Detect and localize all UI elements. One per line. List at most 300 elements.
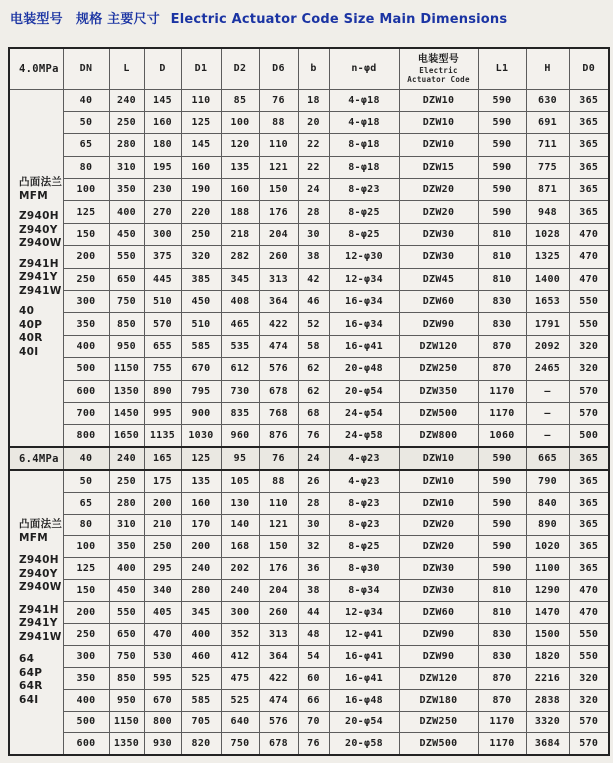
cell-l: 280 [109,492,144,514]
cell-actuator-code: DZW90 [399,623,478,645]
cell-b: 54 [298,645,329,667]
cell-b: 44 [298,602,329,624]
cell-b: 32 [298,536,329,558]
cell-d0: 550 [569,645,609,667]
cell-n-phi-d: 12-φ41 [329,623,399,645]
table-row [9,335,609,357]
cell-dn: 80 [63,514,109,536]
cell-d2: 105 [221,470,259,492]
cell-dn: 65 [63,134,109,156]
table-row [9,645,609,667]
cell-d1: 320 [181,246,221,268]
cell-l: 450 [109,580,144,602]
table-row [9,470,609,492]
cell-d2: 140 [221,514,259,536]
cell-h: 1500 [526,623,569,645]
cell-d0: 550 [569,313,609,335]
category-sidebar [9,89,63,447]
cell-b: 42 [298,268,329,290]
cell-l1: 1170 [478,733,526,755]
cell-d0: 570 [569,402,609,424]
side-label: MFM [19,531,48,544]
cell-dn: 400 [63,335,109,357]
cell-l1: 590 [478,447,526,470]
cell-actuator-code: DZW350 [399,380,478,402]
cell-d1: 135 [181,470,221,492]
cell-h: 711 [526,134,569,156]
cell-d: 175 [144,470,181,492]
cell-d6: 364 [259,645,298,667]
cell-n-phi-d: 8-φ25 [329,536,399,558]
cell-d6: 88 [259,470,298,492]
side-label: Z940W [19,581,62,594]
table-row [9,89,609,111]
cell-b: 24 [298,179,329,201]
cell-d0: 320 [569,689,609,711]
cell-l: 950 [109,689,144,711]
cell-d: 670 [144,689,181,711]
cell-d0: 320 [569,358,609,380]
cell-d: 405 [144,602,181,624]
cell-l1: 810 [478,580,526,602]
cell-l: 280 [109,134,144,156]
cell-l: 250 [109,470,144,492]
cell-d6: 121 [259,156,298,178]
cell-dn: 350 [63,667,109,689]
header-actuator-code-zh: 电装型号 [417,53,460,65]
side-label-group [19,305,63,359]
cell-l1: 590 [478,156,526,178]
side-label: Z940W [19,237,62,250]
cell-d1: 345 [181,602,221,624]
cell-actuator-code: DZW90 [399,313,478,335]
cell-dn: 600 [63,733,109,755]
cell-actuator-code: DZW20 [399,179,478,201]
page-title [10,8,507,27]
cell-b: 22 [298,156,329,178]
cell-l: 450 [109,223,144,245]
cell-dn: 800 [63,425,109,447]
cell-h: 1028 [526,223,569,245]
cell-d0: 470 [569,268,609,290]
cell-b: 70 [298,711,329,733]
header-dn: DN [63,48,109,89]
table-row [9,179,609,201]
cell-l: 650 [109,268,144,290]
cell-d2: 352 [221,623,259,645]
cell-d1: 190 [181,179,221,201]
table-row [9,402,609,424]
cell-d1: 525 [181,667,221,689]
cell-b: 38 [298,580,329,602]
cell-actuator-code: DZW120 [399,667,478,689]
cell-l1: 1170 [478,380,526,402]
cell-dn: 50 [63,111,109,133]
cell-l: 850 [109,667,144,689]
cell-d: 570 [144,313,181,335]
cell-d1: 400 [181,623,221,645]
cell-h: 665 [526,447,569,470]
cell-d6: 260 [259,602,298,624]
cell-dn: 300 [63,645,109,667]
table-row [9,580,609,602]
cell-d1: 240 [181,558,221,580]
table-row [9,201,609,223]
side-label-group [19,604,63,645]
cell-d6: 474 [259,689,298,711]
cell-actuator-code: DZW500 [399,402,478,424]
cell-h: 2465 [526,358,569,380]
cell-actuator-code: DZW30 [399,246,478,268]
header-actuator-code-en1: Electric [419,65,458,75]
cell-b: 46 [298,291,329,313]
cell-d0: 365 [569,514,609,536]
cell-n-phi-d: 8-φ18 [329,134,399,156]
cell-b: 76 [298,733,329,755]
cell-d0: 320 [569,667,609,689]
cell-dn: 100 [63,536,109,558]
table-row [9,358,609,380]
cell-l: 1450 [109,402,144,424]
cell-l1: 810 [478,246,526,268]
cell-h: 840 [526,492,569,514]
cell-l1: 1170 [478,402,526,424]
cell-d0: 365 [569,558,609,580]
cell-b: 38 [298,246,329,268]
cell-h: 1820 [526,645,569,667]
cell-d6: 576 [259,711,298,733]
cell-n-phi-d: 8-φ25 [329,201,399,223]
cell-actuator-code: DZW60 [399,602,478,624]
cell-d0: 365 [569,447,609,470]
cell-d: 375 [144,246,181,268]
cell-dn: 250 [63,623,109,645]
header-d0: D0 [569,48,609,89]
cell-b: 30 [298,223,329,245]
cell-h: – [526,402,569,424]
cell-h: 1020 [526,536,569,558]
cell-b: 36 [298,558,329,580]
side-label: Z941H [19,257,59,270]
cell-d0: 470 [569,580,609,602]
cell-d0: 470 [569,246,609,268]
cell-l1: 590 [478,201,526,223]
cell-d0: 365 [569,536,609,558]
cell-d: 295 [144,558,181,580]
cell-l: 400 [109,201,144,223]
table-row [9,246,609,268]
side-label: 64P [19,666,43,679]
cell-l1: 590 [478,492,526,514]
cell-n-phi-d: 24-φ54 [329,402,399,424]
cell-n-phi-d: 4-φ18 [329,111,399,133]
cell-d1: 280 [181,580,221,602]
cell-dn: 250 [63,268,109,290]
side-label: Z940Y [19,567,58,580]
cell-actuator-code: DZW10 [399,447,478,470]
cell-d0: 470 [569,602,609,624]
cell-l: 310 [109,156,144,178]
pressure-label: 6.4MPa [9,447,63,470]
side-label: 40R [19,332,43,345]
cell-n-phi-d: 8-φ34 [329,580,399,602]
cell-d0: 550 [569,623,609,645]
side-label: Z940H [19,210,59,223]
cell-d2: 160 [221,179,259,201]
cell-dn: 200 [63,246,109,268]
header-d6: D6 [259,48,298,89]
header-d: D [144,48,181,89]
cell-d: 200 [144,492,181,514]
cell-d: 230 [144,179,181,201]
cell-h: 2092 [526,335,569,357]
cell-h: 890 [526,514,569,536]
cell-actuator-code: DZW800 [399,425,478,447]
cell-dn: 400 [63,689,109,711]
cell-d2: 730 [221,380,259,402]
table-row [9,268,609,290]
cell-d6: 313 [259,268,298,290]
cell-l: 240 [109,89,144,111]
cell-l1: 870 [478,358,526,380]
side-label: 40P [19,318,43,331]
cell-d1: 160 [181,492,221,514]
cell-l1: 870 [478,335,526,357]
side-label: Z941W [19,284,62,297]
side-label: Z941Y [19,271,58,284]
cell-l1: 590 [478,470,526,492]
cell-d0: 365 [569,179,609,201]
cell-n-phi-d: 4-φ18 [329,89,399,111]
cell-d6: 678 [259,733,298,755]
cell-d2: 465 [221,313,259,335]
cell-l: 240 [109,447,144,470]
cell-d1: 820 [181,733,221,755]
cell-d0: 365 [569,492,609,514]
cell-d1: 670 [181,358,221,380]
cell-n-phi-d: 16-φ48 [329,689,399,711]
side-label: 40 [19,305,35,318]
cell-d: 470 [144,623,181,645]
cell-dn: 500 [63,711,109,733]
spec-table [8,47,610,756]
side-label: Z941W [19,630,62,643]
table-row [9,602,609,624]
cell-n-phi-d: 8-φ23 [329,514,399,536]
cell-d0: 365 [569,156,609,178]
cell-b: 48 [298,623,329,645]
cell-d0: 570 [569,733,609,755]
cell-d6: 422 [259,313,298,335]
cell-actuator-code: DZW10 [399,470,478,492]
cell-d0: 550 [569,291,609,313]
cell-l1: 870 [478,667,526,689]
cell-actuator-code: DZW10 [399,134,478,156]
cell-h: 630 [526,89,569,111]
cell-dn: 700 [63,402,109,424]
cell-d0: 365 [569,201,609,223]
cell-d2: 135 [221,156,259,178]
cell-l1: 590 [478,111,526,133]
cell-d: 145 [144,89,181,111]
cell-l: 1150 [109,711,144,733]
cell-d2: 408 [221,291,259,313]
cell-d: 655 [144,335,181,357]
cell-dn: 100 [63,179,109,201]
cell-b: 30 [298,514,329,536]
cell-d2: 202 [221,558,259,580]
cell-dn: 150 [63,580,109,602]
cell-d0: 470 [569,223,609,245]
cell-h: 948 [526,201,569,223]
cell-l: 350 [109,536,144,558]
cell-h: 3320 [526,711,569,733]
table-row [9,558,609,580]
header-l: L [109,48,144,89]
cell-h: 1325 [526,246,569,268]
cell-n-phi-d: 4-φ23 [329,447,399,470]
cell-actuator-code: DZW250 [399,358,478,380]
cell-d2: 120 [221,134,259,156]
cell-b: 68 [298,402,329,424]
cell-d1: 900 [181,402,221,424]
cell-actuator-code: DZW250 [399,711,478,733]
table-row [9,514,609,536]
cell-b: 62 [298,380,329,402]
cell-d1: 220 [181,201,221,223]
cell-l1: 590 [478,179,526,201]
cell-l1: 1170 [478,711,526,733]
table-row [9,156,609,178]
table-row [9,134,609,156]
cell-d0: 570 [569,380,609,402]
cell-d2: 218 [221,223,259,245]
cell-d: 340 [144,580,181,602]
cell-d6: 88 [259,111,298,133]
cell-l: 1650 [109,425,144,447]
cell-d6: 150 [259,179,298,201]
cell-dn: 80 [63,156,109,178]
cell-d2: 100 [221,111,259,133]
table-row [9,291,609,313]
cell-l1: 830 [478,291,526,313]
cell-d6: 176 [259,558,298,580]
cell-h: 1470 [526,602,569,624]
cell-d1: 385 [181,268,221,290]
cell-n-phi-d: 12-φ34 [329,268,399,290]
cell-l: 850 [109,313,144,335]
cell-n-phi-d: 16-φ41 [329,335,399,357]
cell-n-phi-d: 24-φ58 [329,425,399,447]
cell-d2: 835 [221,402,259,424]
side-label: 64R [19,680,43,693]
cell-d6: 678 [259,380,298,402]
cell-d6: 364 [259,291,298,313]
cell-dn: 300 [63,291,109,313]
cell-d: 445 [144,268,181,290]
cell-b: 76 [298,425,329,447]
cell-dn: 40 [63,89,109,111]
cell-d6: 474 [259,335,298,357]
page-title-chinese: 电装型号 规格 主要尺寸 [10,12,160,27]
cell-l1: 810 [478,268,526,290]
cell-b: 62 [298,358,329,380]
cell-l1: 870 [478,689,526,711]
cell-n-phi-d: 16-φ34 [329,313,399,335]
cell-l: 1150 [109,358,144,380]
table-row [9,711,609,733]
cell-d1: 1030 [181,425,221,447]
cell-d1: 160 [181,156,221,178]
cell-d: 530 [144,645,181,667]
side-label-group [19,653,63,707]
cell-actuator-code: DZW20 [399,536,478,558]
cell-l1: 830 [478,313,526,335]
cell-actuator-code: DZW60 [399,291,478,313]
cell-actuator-code: DZW10 [399,111,478,133]
cell-b: 52 [298,313,329,335]
cell-h: 3684 [526,733,569,755]
side-label: 凸面法兰 [19,518,63,531]
cell-d: 300 [144,223,181,245]
cell-l: 310 [109,514,144,536]
cell-b: 28 [298,201,329,223]
cell-actuator-code: DZW30 [399,223,478,245]
side-label-group [19,176,63,203]
cell-d: 180 [144,134,181,156]
cell-d: 250 [144,536,181,558]
cell-d2: 412 [221,645,259,667]
cell-b: 60 [298,667,329,689]
cell-d: 1135 [144,425,181,447]
cell-d0: 570 [569,711,609,733]
side-label: 40I [19,345,39,358]
cell-b: 58 [298,335,329,357]
cell-d6: 110 [259,492,298,514]
cell-d1: 450 [181,291,221,313]
cell-b: 20 [298,111,329,133]
cell-dn: 350 [63,313,109,335]
cell-n-phi-d: 16-φ41 [329,667,399,689]
cell-d2: 188 [221,201,259,223]
cell-h: 790 [526,470,569,492]
cell-d6: 576 [259,358,298,380]
cell-b: 24 [298,447,329,470]
cell-n-phi-d: 20-φ58 [329,733,399,755]
cell-h: 1290 [526,580,569,602]
cell-n-phi-d: 20-φ48 [329,358,399,380]
side-label: 64I [19,693,39,706]
cell-d: 755 [144,358,181,380]
cell-l: 950 [109,335,144,357]
header-n-phi-d: n-φd [329,48,399,89]
cell-d1: 705 [181,711,221,733]
cell-n-phi-d: 8-φ23 [329,492,399,514]
cell-d1: 585 [181,335,221,357]
cell-actuator-code: DZW45 [399,268,478,290]
cell-n-phi-d: 20-φ54 [329,380,399,402]
cell-actuator-code: DZW90 [399,645,478,667]
cell-b: 22 [298,134,329,156]
cell-h: – [526,425,569,447]
cell-h: 691 [526,111,569,133]
cell-h: 871 [526,179,569,201]
header-l1: L1 [478,48,526,89]
cell-l1: 590 [478,134,526,156]
cell-l: 550 [109,246,144,268]
header-pressure: 4.0MPa [9,48,63,89]
cell-n-phi-d: 8-φ18 [329,156,399,178]
